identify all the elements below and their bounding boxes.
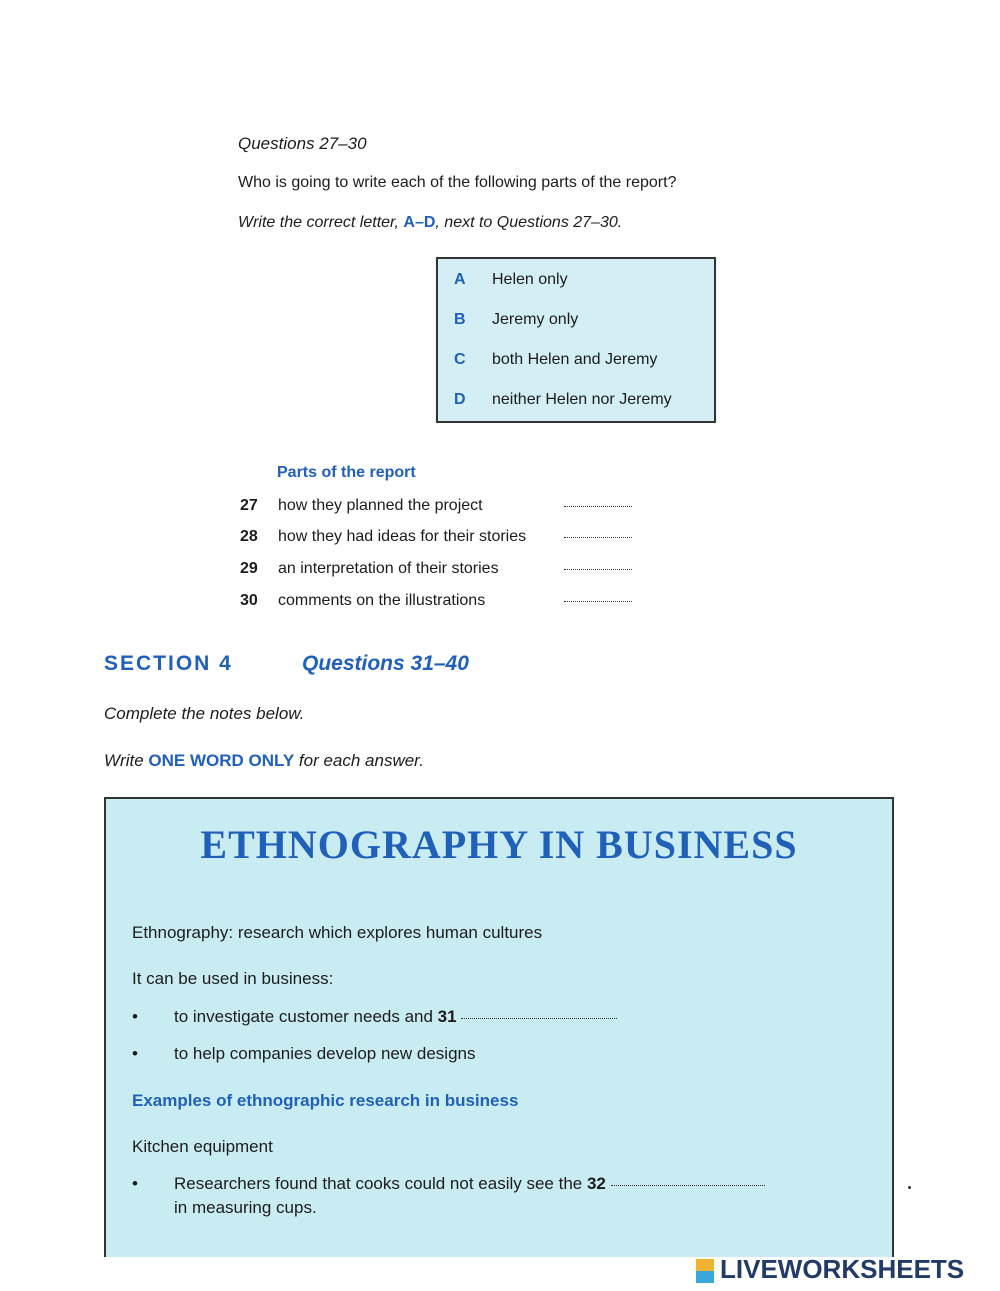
part-text: how they planned the project	[278, 497, 483, 514]
answer-blank-27[interactable]	[564, 504, 632, 507]
questions-prompt: Who is going to write each of the following parts of the report?	[238, 174, 677, 191]
instruction-letters: A–D	[403, 214, 436, 231]
notes-title: ETHNOGRAPHY IN BUSINESS	[200, 822, 798, 867]
option-a	[454, 271, 568, 289]
option-text: Helen only	[492, 271, 568, 288]
bullet-text: to investigate customer needs and	[174, 1007, 438, 1026]
notes-definition: Ethnography: research which explores human cultures	[132, 923, 543, 942]
option-text: Jeremy only	[492, 311, 579, 328]
part-number: 27	[240, 497, 258, 514]
bullet-item-32-cont: in measuring cups.	[174, 1198, 317, 1217]
bullet-item-32	[174, 1174, 765, 1194]
option-b	[454, 311, 578, 329]
part-number: 29	[240, 560, 258, 577]
liveworksheets-logo	[696, 1254, 964, 1285]
part-text: how they had ideas for their stories	[278, 528, 527, 545]
bullet-item-31	[174, 1007, 617, 1027]
examples-heading: Examples of ethnographic research in business	[132, 1091, 519, 1110]
option-text: both Helen and Jeremy	[492, 351, 658, 368]
section-questions: Questions 31–40	[302, 652, 469, 675]
write-emphasis: ONE WORD ONLY	[148, 751, 295, 770]
complete-instruction: Complete the notes below.	[104, 704, 305, 723]
notes-use-intro: It can be used in business:	[132, 969, 334, 988]
part-row-28	[240, 528, 632, 546]
option-letter: D	[454, 391, 466, 408]
questions-heading: Questions 27–30	[238, 134, 367, 153]
stray-dot	[908, 1186, 911, 1189]
question-number: 32	[586, 1174, 606, 1193]
answer-blank-30[interactable]	[564, 599, 632, 602]
part-number: 30	[240, 592, 258, 609]
option-c	[454, 351, 657, 369]
logo-text: LIVEWORKSHEETS	[720, 1254, 965, 1284]
parts-title: Parts of the report	[277, 464, 416, 481]
answer-blank-28[interactable]	[564, 535, 632, 538]
bullet-item-designs: to help companies develop new designs	[174, 1044, 476, 1063]
part-row-29	[240, 560, 632, 578]
part-text: an interpretation of their stories	[278, 560, 499, 577]
option-letter: C	[454, 351, 466, 368]
option-letter: A	[454, 271, 466, 288]
write-pre: Write	[104, 751, 149, 770]
answer-blank-32[interactable]	[611, 1183, 765, 1186]
question-number: 31	[437, 1007, 457, 1026]
bullet-text: Researchers found that cooks could not easily see the	[174, 1174, 587, 1193]
option-letter: B	[454, 311, 466, 328]
answer-blank-29[interactable]	[564, 567, 632, 570]
options-box	[436, 257, 716, 423]
option-d	[454, 391, 672, 409]
instruction-pre: Write the correct letter,	[238, 214, 404, 231]
write-post: for each answer.	[294, 751, 424, 770]
part-text: comments on the illustrations	[278, 592, 486, 609]
section-title: SECTION 4	[104, 652, 233, 675]
part-row-27	[240, 497, 632, 515]
notes-box	[104, 797, 894, 1257]
answer-blank-31[interactable]	[461, 1016, 617, 1019]
part-number: 28	[240, 528, 258, 545]
questions-instruction	[238, 214, 622, 232]
bullet-icon: •	[132, 1174, 138, 1193]
kitchen-heading: Kitchen equipment	[132, 1137, 273, 1156]
write-instruction	[104, 751, 424, 771]
logo-icon	[696, 1259, 714, 1283]
bullet-icon: •	[132, 1007, 138, 1026]
part-row-30	[240, 592, 632, 610]
bullet-icon: •	[132, 1044, 138, 1063]
option-text: neither Helen nor Jeremy	[492, 391, 672, 408]
instruction-post: , next to Questions 27–30.	[435, 214, 623, 231]
